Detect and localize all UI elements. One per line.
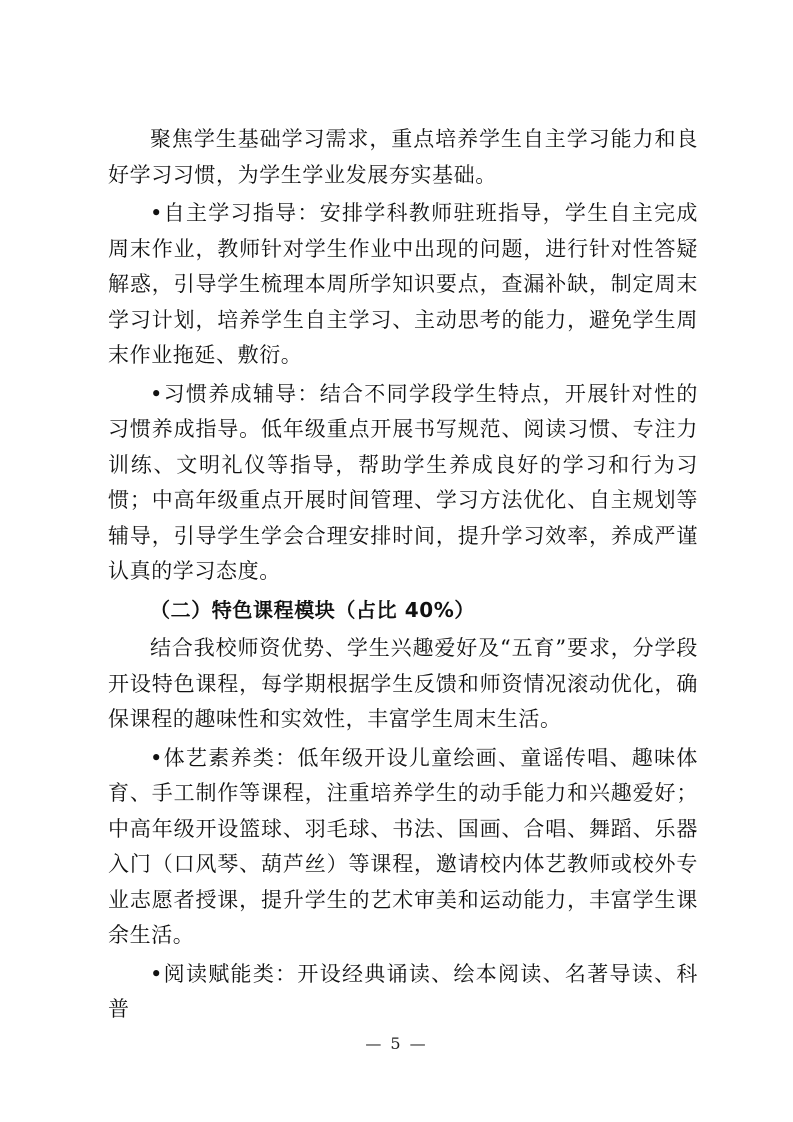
section-heading: （二）特色课程模块（占比 40%） bbox=[150, 597, 476, 622]
paragraph-intro: 聚焦学生基础学习需求，重点培养学生自主学习能力和良好学习习惯，为学生学业发展夯实基础。 bbox=[108, 127, 698, 187]
document-body bbox=[108, 122, 698, 1031]
paragraph-special-courses-intro: 结合我校师资优势、学生兴趣爱好及“五育”要求，分学段开设特色课程，每学期根据学生反馈和师资情况滚动优化，确保课程的趣味性和实效性，丰富学生周末生活。 bbox=[108, 636, 698, 731]
paragraph-self-study-guidance: •自主学习指导：安排学科教师驻班指导，学生自主完成周末作业，教师针对学生作业中出现的问题，进行针对性答疑解惑，引导学生梳理本周所学知识要点，查漏补缺，制定周末学习计划，培养学生自主学习、主动思考的能力，避免学生周末作业拖延、敷衍。 bbox=[108, 201, 698, 367]
paragraph-arts-sports: •体艺素养类：低年级开设儿童绘画、童谣传唱、趣味体育、手工制作等课程，注重培养学生的动手能力和兴趣爱好；中高年级开设篮球、羽毛球、书法、国画、合唱、舞蹈、乐器入门（口风琴、葫芦丝）等课程，邀请校内体艺教师或校外专业志愿者授课，提升学生的艺术审美和运动能力，丰富学生课余生活。 bbox=[108, 745, 698, 947]
paragraph-habit-guidance: •习惯养成辅导：结合不同学段学生特点，开展针对性的习惯养成指导。低年级重点开展书写规范、阅读习惯、专注力训练、文明礼仪等指导，帮助学生养成良好的学习和行为习惯；中高年级重点开展时间管理、学习方法优化、自主规划等辅导，引导学生学会合理安排时间，提升学习效率，养成严谨认真的学习态度。 bbox=[108, 381, 698, 583]
page-number: — 5 — bbox=[365, 1034, 428, 1053]
paragraph-reading: •阅读赋能类：开设经典诵读、绘本阅读、名著导读、科普 bbox=[108, 961, 698, 1021]
